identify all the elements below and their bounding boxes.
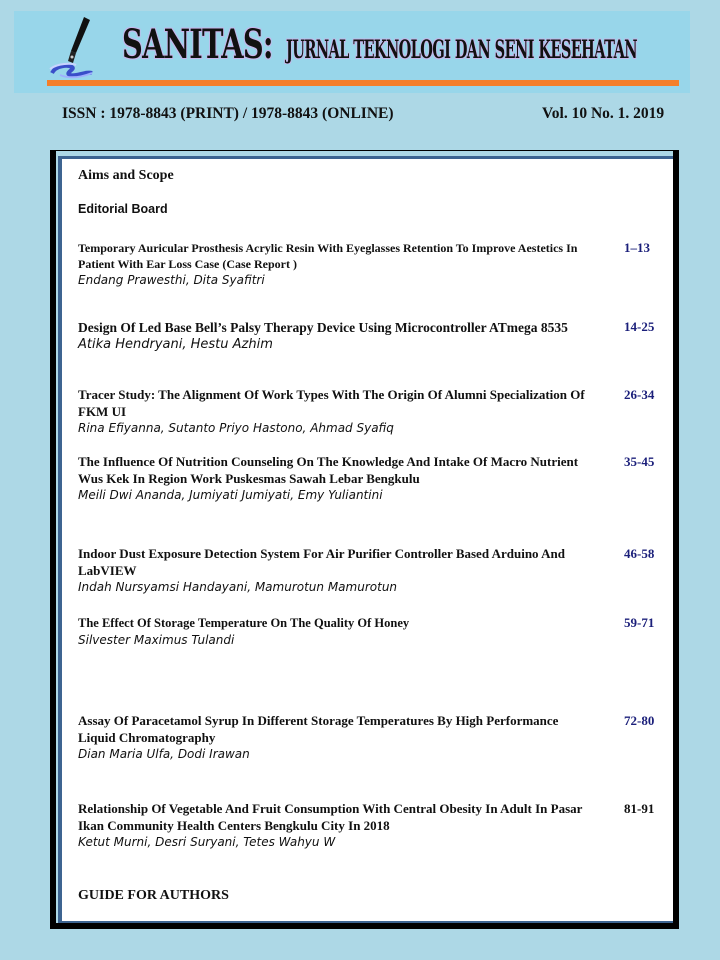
accent-divider bbox=[47, 80, 679, 86]
guide-for-authors-link[interactable]: GUIDE FOR AUTHORS bbox=[78, 888, 229, 903]
table-of-contents bbox=[62, 159, 673, 921]
aims-and-scope-link[interactable]: Aims and Scope bbox=[78, 168, 174, 183]
article-authors: Dian Maria Ulfa, Dodi Irawan bbox=[78, 747, 250, 761]
journal-name-sub: JURNAL TEKNOLOGI DAN SENI KESEHATAN bbox=[286, 35, 637, 64]
article-title-link[interactable]: Relationship Of Vegetable And Fruit Consumption With Central Obesity In Adult In Pasar Ikan Community Health Centers Bengkulu City In 2018 bbox=[78, 801, 583, 833]
article-authors: Rina Efiyanna, Sutanto Priyo Hastono, Ahmad Syafiq bbox=[78, 421, 394, 435]
article-authors: Meili Dwi Ananda, Jumiyati Jumiyati, Emy Yuliantini bbox=[78, 488, 383, 502]
article-entry bbox=[78, 454, 668, 503]
article-authors: Atika Hendryani, Hestu Azhim bbox=[78, 337, 273, 352]
article-authors: Endang Prawesthi, Dita Syafitri bbox=[78, 273, 265, 287]
article-entry bbox=[78, 546, 668, 595]
article-title-link[interactable]: Assay Of Paracetamol Syrup In Different Storage Temperatures By High Performance Liquid Chromatography bbox=[78, 713, 559, 745]
article-authors: Indah Nursyamsi Handayani, Mamurotun Mamurotun bbox=[78, 580, 398, 594]
journal-title bbox=[122, 21, 637, 68]
article-pages-link[interactable]: 1–13 bbox=[624, 240, 650, 255]
article-title-link[interactable]: Design Of Led Base Bell’s Palsy Therapy Device Using Microcontroller ATmega 8535 bbox=[78, 320, 568, 335]
article-pages-link[interactable]: 35-45 bbox=[624, 454, 655, 469]
article-entry bbox=[78, 713, 668, 762]
article-pages-link[interactable]: 59-71 bbox=[624, 615, 655, 630]
issn-text: ISSN : 1978-8843 (PRINT) / 1978-8843 (ONLINE) bbox=[62, 105, 394, 122]
editorial-board-link[interactable]: Editorial Board bbox=[78, 202, 168, 216]
article-pages-link[interactable]: 81-91 bbox=[624, 801, 655, 816]
volume-text: Vol. 10 No. 1. 2019 bbox=[542, 105, 665, 122]
article-authors: Ketut Murni, Desri Suryani, Tetes Wahyu W bbox=[78, 835, 336, 849]
article-entry bbox=[78, 615, 668, 648]
article-entry bbox=[78, 387, 668, 436]
journal-banner bbox=[14, 11, 690, 93]
article-authors: Silvester Maximus Tulandi bbox=[78, 632, 235, 647]
article-pages-link[interactable]: 72-80 bbox=[624, 713, 655, 728]
article-entry bbox=[78, 240, 668, 288]
article-title-link[interactable]: The Influence Of Nutrition Counseling On The Knowledge And Intake Of Macro Nutrient Wus Kek In Region Work Puskesmas Sawah Lebar Bengkulu bbox=[78, 454, 579, 486]
article-pages-link[interactable]: 26-34 bbox=[624, 387, 655, 402]
article-title-link[interactable]: The Effect Of Storage Temperature On The Quality Of Honey bbox=[78, 616, 410, 630]
article-pages-link[interactable]: 46-58 bbox=[624, 546, 655, 561]
fountain-pen-s-logo-icon bbox=[46, 15, 98, 81]
article-title-link[interactable]: Temporary Auricular Prosthesis Acrylic Resin With Eyeglasses Retention To Improve Aestetics In Patient With Ear Loss Case (Case Report ) bbox=[78, 241, 578, 271]
article-entry bbox=[78, 319, 668, 354]
article-pages-link[interactable]: 14-25 bbox=[624, 319, 655, 334]
article-entry bbox=[78, 801, 668, 850]
journal-name-main: SANITAS: bbox=[122, 21, 273, 68]
article-title-link[interactable]: Tracer Study: The Alignment Of Work Types With The Origin Of Alumni Specialization Of FKM UI bbox=[78, 387, 585, 419]
article-title-link[interactable]: Indoor Dust Exposure Detection System For Air Purifier Controller Based Arduino And LabVIEW bbox=[78, 546, 565, 578]
